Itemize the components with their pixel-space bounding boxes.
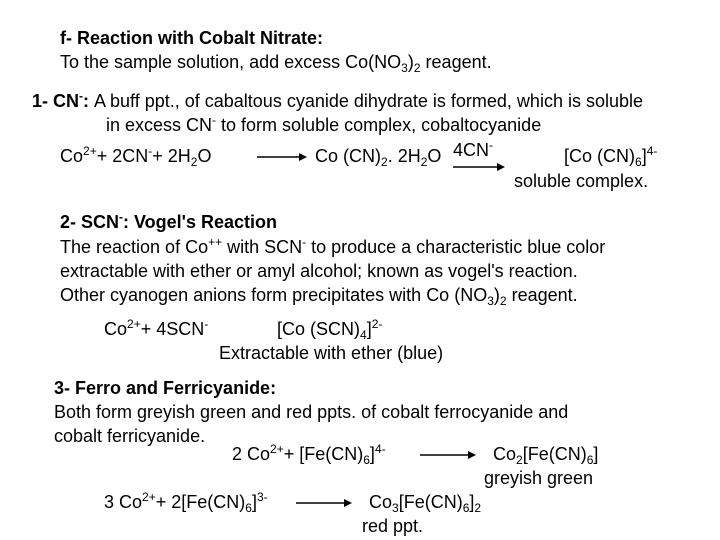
section-2-product: [Co $(SCN)_4]^{2-}$ xyxy=(277,317,383,342)
section-2-line-2: extractable with ether or amyl alcohol; known as vogel's reaction. xyxy=(60,261,578,281)
section-3-eq1-note: greyish green xyxy=(484,468,594,488)
section-f-instruction: To the sample solution, add excess $Co(NO_3)_2$ reagent. xyxy=(60,52,492,75)
section-3-eq2-reactants: 3 $Co^{2+}+ 2[Fe(CN)_6]^{3-}$ xyxy=(104,490,268,515)
section-1-heading: 1- CN-: A buff ppt., of cabaltous cyanide dihydrate is formed, which is soluble xyxy=(32,89,643,111)
section-2-line-1: The reaction of Co++ with SCN- to produce a characteristic blue color xyxy=(60,235,606,257)
reaction-arrow-1b xyxy=(453,160,505,174)
section-2-line-3: Other cyanogen anions form precipitates with Co $(NO_3)_2$ reagent. xyxy=(60,285,578,308)
section-1-line-2: in excess CN- to form soluble complex, cobaltocyanide xyxy=(106,113,542,135)
section-1-arrow-label: 4CN- xyxy=(453,138,494,160)
reaction-arrow-3b xyxy=(296,496,352,510)
section-1-intermediate: Co $(CN)_2$. $2H_2O$ xyxy=(315,146,442,169)
section-1-product-note: soluble complex. xyxy=(514,171,649,191)
section-f-title: f- Reaction with Cobalt Nitrate: xyxy=(60,28,324,48)
section-3-line-1: Both form greyish green and red ppts. of cobalt ferrocyanide and xyxy=(54,402,569,422)
section-2-product-note: Extractable with ether (blue) xyxy=(219,343,444,363)
section-2-heading: 2- SCN-: Vogel's Reaction xyxy=(60,210,277,232)
section-1-reactants: $Co^{2+}+ 2CN^-+ 2H_2O$ xyxy=(60,144,212,169)
section-3-heading: 3- Ferro and Ferricyanide: xyxy=(54,378,277,398)
reaction-arrow-3a xyxy=(420,448,476,462)
section-3-eq1-reactants: 2 $Co^{2+}+ [Fe(CN)_6]^{4-}$ xyxy=(232,442,386,467)
section-2-reactants: $Co^{2+}+ 4SCN^-$ xyxy=(104,317,209,339)
section-3-eq2-product: $Co_3[Fe(CN)_6]_2$ xyxy=(369,492,482,515)
section-1-product: [Co $(CN)_6]^{4-}$ xyxy=(564,144,658,169)
section-3-line-2: cobalt ferricyanide. xyxy=(54,426,206,446)
reaction-arrow-1a xyxy=(257,150,307,164)
section-3-eq1-product: $Co_2[Fe(CN)_6]$ xyxy=(493,444,599,467)
section-3-eq2-note: red ppt. xyxy=(362,516,424,536)
